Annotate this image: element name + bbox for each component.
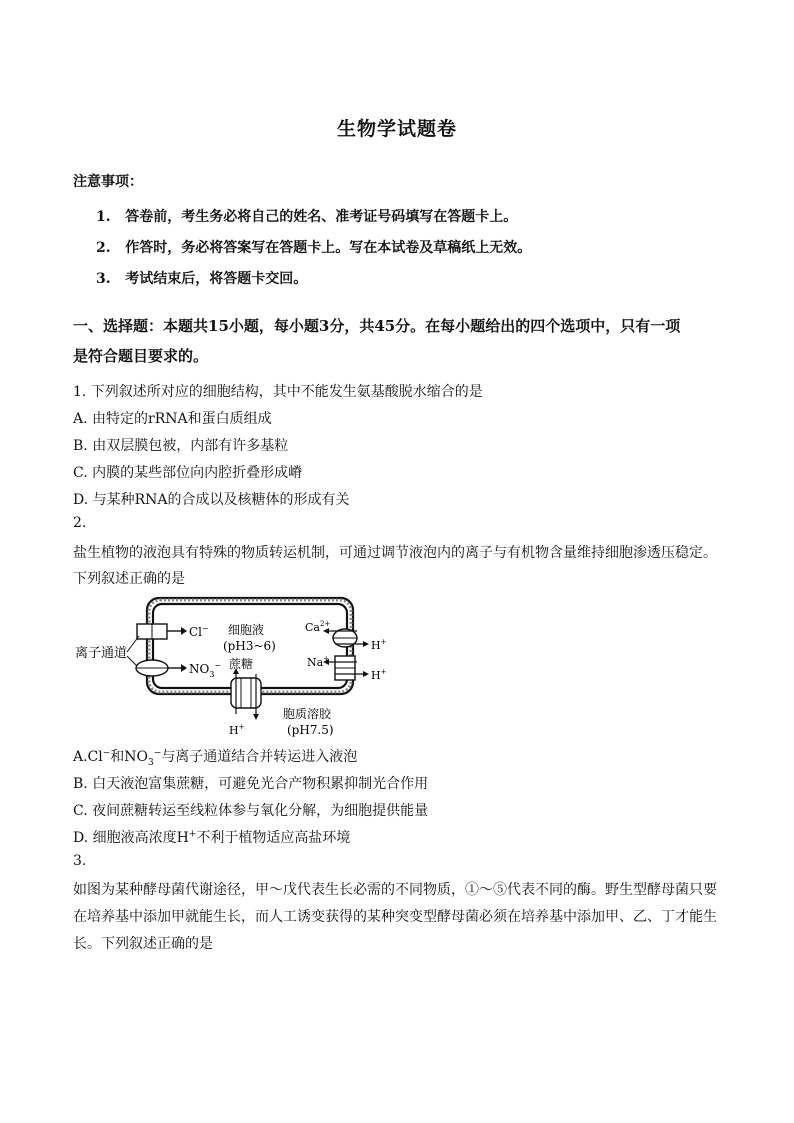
- question-2-option-c: C. 夜间蔗糖转运至线粒体参与氧化分解，为细胞提供能量: [73, 803, 429, 819]
- section-heading-line-2: 是符合题目要求的。: [73, 347, 209, 365]
- question-2-option-a: A.Cl−和$NO_3^-$与离子通道结合并转运进入液泡: [73, 748, 358, 768]
- question-3-stem-line-2: 在培养基中添加甲就能生长，而人工诱变获得的某种突变型酵母菌必须在培养基中添加甲、乙、丁才能生: [73, 909, 717, 925]
- ca-label: $Ca^{2+}$: [305, 620, 331, 634]
- notice-item-1: [96, 206, 517, 226]
- question-2-number: 2.: [73, 515, 87, 531]
- no3-label: $NO_3^-$: [189, 661, 222, 679]
- cl-label: Cl−: [189, 624, 209, 639]
- notice-item-text: 作答时，务必将答案写在答题卡上。写在本试卷及草稿纸上无效。: [125, 240, 532, 256]
- cytosol-ph-label: (pH7.5): [287, 723, 334, 737]
- notice-item-3: [96, 268, 307, 288]
- question-1-option-c: C. 内膜的某些部位向内腔折叠形成嵴: [73, 465, 303, 481]
- question-3-stem-line-3: 长。下列叙述正确的是: [73, 936, 213, 952]
- section-heading-line-1: 一、选择题：本题共15小题，每小题3分，共45分。在每小题给出的四个选项中，只有一项: [73, 317, 681, 335]
- question-1-option-b: B. 由双层膜包被，内部有许多基粒: [73, 438, 289, 454]
- notice-label: 注意事项：: [73, 174, 143, 190]
- page-title: 生物学试题卷: [336, 118, 457, 140]
- cell-sap-ph-label: (pH3~6): [223, 639, 276, 653]
- sucrose-label: 蔗糖: [229, 657, 254, 671]
- h-label-ca: H+: [371, 638, 387, 652]
- notice-item-number: 3.: [96, 271, 111, 287]
- question-1-stem: 1. 下列叙述所对应的细胞结构，其中不能发生氨基酸脱水缩合的是: [73, 384, 483, 400]
- question-3-number: 3.: [73, 853, 87, 869]
- question-1-option-d: D. 与某种RNA的合成以及核糖体的形成有关: [73, 492, 350, 508]
- question-2-option-b: B. 白天液泡富集蔗糖，可避免光合产物积累抑制光合作用: [73, 776, 429, 792]
- cell-sap-label: 细胞液: [228, 623, 265, 637]
- h-label-sucrose: H+: [229, 723, 245, 737]
- vacuole-transport-diagram: [73, 594, 393, 740]
- question-2-stem-line-2: 下列叙述正确的是: [73, 571, 185, 587]
- cytosol-label: 胞质溶胶: [283, 707, 332, 721]
- na-label: Na+: [307, 655, 330, 669]
- h-label-na: H+: [371, 668, 387, 682]
- notice-item-number: 1.: [96, 209, 111, 225]
- question-2-option-d: D. 细胞液高浓度H+不利于植物适应高盐环境: [73, 829, 351, 846]
- notice-item-2: [96, 237, 531, 257]
- question-1-option-a: A. 由特定的rRNA和蛋白质组成: [73, 411, 272, 427]
- ion-channel-label: 离子通道: [75, 646, 128, 661]
- notice-item-text: 考试结束后，将答题卡交回。: [125, 271, 308, 287]
- question-2-stem-line-1: 盐生植物的液泡具有特殊的物质转运机制，可通过调节液泡内的离子与有机物含量维持细胞渗透压稳定。: [73, 545, 717, 561]
- question-3-stem-line-1: 如图为某种酵母菌代谢途径，甲～戊代表生长必需的不同物质，①～⑤代表不同的酶。野生型酵母菌只要: [73, 882, 717, 898]
- notice-item-text: 答卷前，考生务必将自己的姓名、准考证号码填写在答题卡上。: [125, 209, 518, 225]
- notice-item-number: 2.: [96, 240, 111, 256]
